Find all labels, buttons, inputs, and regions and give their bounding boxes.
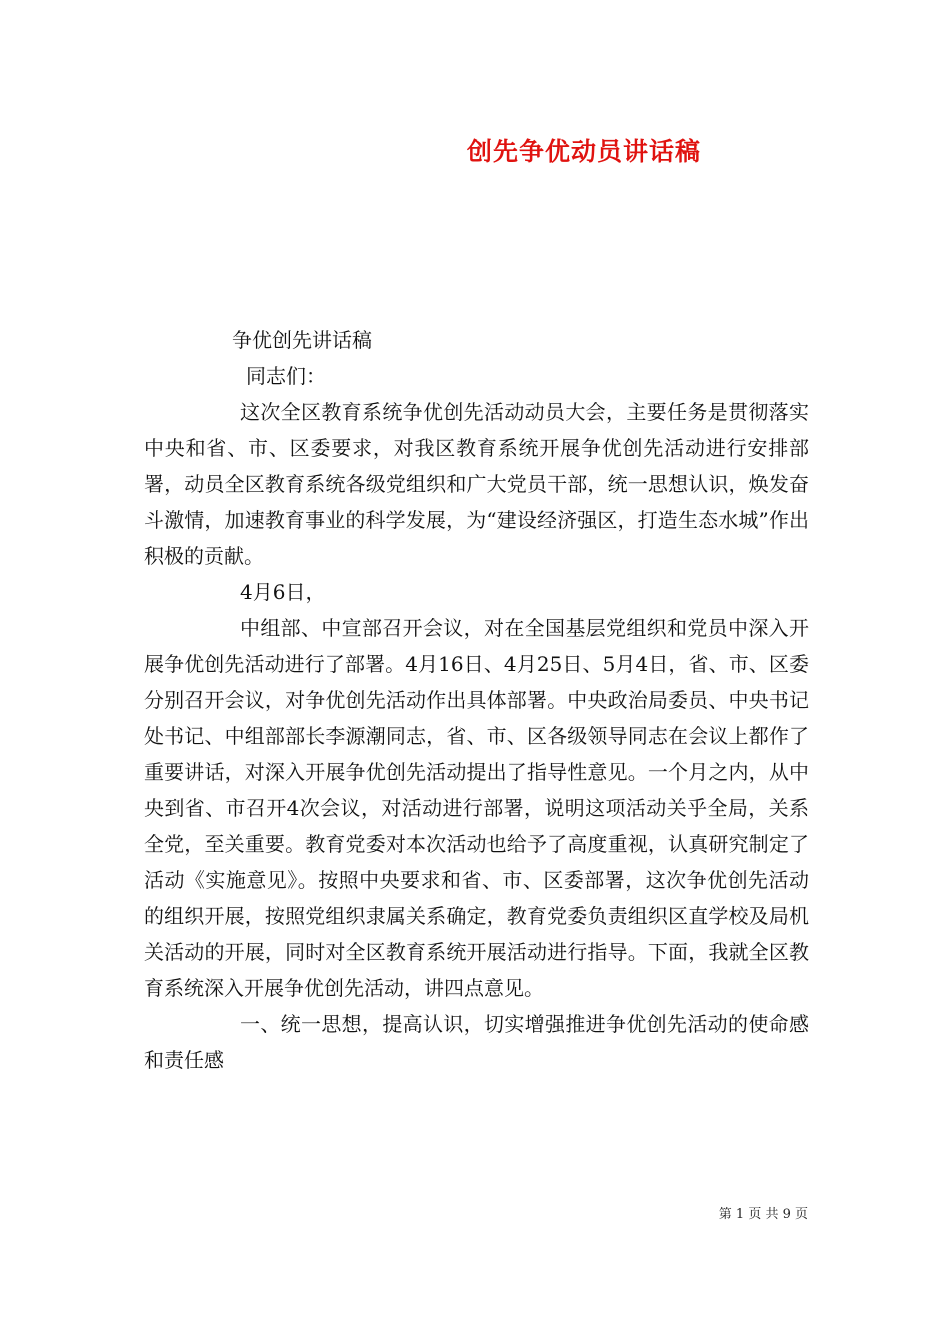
section-heading-1: 一、统一思想，提高认识，切实增强推进争优创先活动的使命感和责任感: [144, 1012, 809, 1072]
paragraph-1: 这次全区教育系统争优创先活动动员大会，主要任务是贯彻落实中央和省、市、区委要求，对我区教育系统开展争优创先活动进行安排部署，动员全区教育系统各级党组织和广大党员干部，统一思想认识，焕发奋斗激情，加速教育事业的科学发展，为“建设经济强区，打造生态水城”作出积极的贡献。: [144, 400, 809, 568]
paragraph-date: 4月6日，: [240, 580, 326, 604]
document-body: [144, 322, 809, 1078]
paragraph-2: 中组部、中宣部召开会议，对在全国基层党组织和党员中深入开展争优创先活动进行了部署。4月16日、4月25日、5月4日，省、市、区委分别召开会议，对争优创先活动作出具体部署。中央政治局委员、中央书记处书记、中组部部长李源潮同志，省、市、区各级领导同志在会议上都作了重要讲话，对深入开展争优创先活动提出了指导性意见。一个月之内，从中央到省、市召开4次会议，对活动进行部署，说明这项活动关乎全局，关系全党，至关重要。教育党委对本次活动也给予了高度重视，认真研究制定了活动《实施意见》。按照中央要求和省、市、区委部署，这次争优创先活动的组织开展，按照党组织隶属关系确定，教育党委负责组织区直学校及局机关活动的开展，同时对全区教育系统开展活动进行指导。下面，我就全区教育系统深入开展争优创先活动，讲四点意见。: [144, 616, 809, 1000]
document-subtitle: 争优创先讲话稿: [232, 328, 372, 352]
page-title: 创先争优动员讲话稿: [466, 137, 701, 166]
greeting: 同志们：: [246, 364, 326, 388]
page-number: 第 1 页 共 9 页: [718, 1207, 808, 1222]
